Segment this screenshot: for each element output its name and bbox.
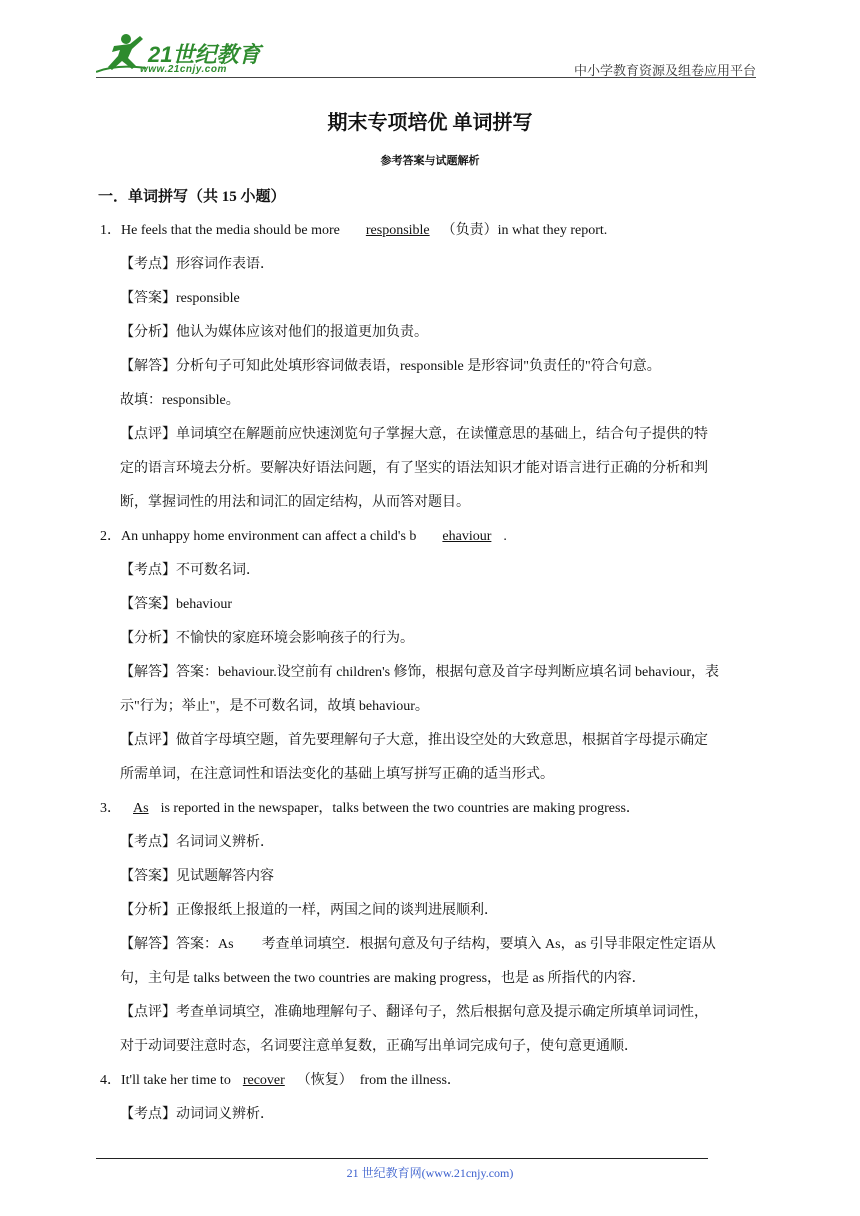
footer-divider bbox=[96, 1158, 708, 1159]
question-3 bbox=[100, 792, 765, 826]
answer: 【答案】responsible bbox=[120, 291, 240, 306]
solution-line-1: 【解答】答案：behaviour.设空前有 children's 修饰，根据句意及首字母判断应填名词 behaviour，表 bbox=[120, 665, 720, 680]
section-heading: 一．单词拼写（共 15 小题） bbox=[98, 189, 286, 205]
comment-line-2: 对于动词要注意时态，名词要注意单复数，正确写出单词完成句子，使句意更通顺． bbox=[120, 1039, 638, 1054]
comment-line-1: 【点评】单词填空在解题前应快速浏览句子掌握大意，在读懂意思的基础上，结合句子提供的特 bbox=[120, 427, 708, 442]
site-logo bbox=[96, 32, 266, 76]
question-2 bbox=[100, 520, 765, 554]
question-text-post: is reported in the newspaper，talks between the two countries are making progress． bbox=[160, 801, 640, 816]
question-text-post: （负责）in what they report. bbox=[441, 223, 608, 238]
answer: 【答案】见试题解答内容 bbox=[120, 869, 274, 884]
page-title: 期末专项培优 单词拼写 bbox=[327, 112, 533, 134]
question-text-pre: An unhappy home environment can affect a child's b bbox=[121, 529, 417, 544]
analysis: 【分析】正像报纸上报道的一样，两国之间的谈判进展顺利． bbox=[120, 903, 498, 918]
analysis: 【分析】他认为媒体应该对他们的报道更加负责。 bbox=[120, 325, 428, 340]
logo-url: www.21cnjy.com bbox=[140, 64, 227, 75]
question-4 bbox=[100, 1064, 765, 1098]
page-header bbox=[96, 32, 756, 78]
answer: 【答案】behaviour bbox=[120, 597, 232, 612]
answer-blank: As bbox=[133, 801, 149, 816]
comment-line-2: 所需单词，在注意词性和语法变化的基础上填写拼写正确的适当形式。 bbox=[120, 767, 554, 782]
comment-line-3: 断，掌握词性的用法和词汇的固定结构，从而答对题目。 bbox=[120, 495, 470, 510]
question-text-post: . bbox=[503, 529, 507, 544]
logo-text: 21世纪教育 bbox=[148, 42, 261, 67]
question-text-pre: It'll take her time to bbox=[121, 1073, 231, 1088]
kaodian: 【考点】名词词义辨析． bbox=[120, 835, 274, 850]
header-platform-text: 中小学教育资源及组卷应用平台 bbox=[573, 63, 756, 78]
answer-blank: recover bbox=[242, 1073, 285, 1088]
question-number: 1． bbox=[100, 223, 121, 238]
comment-line-1: 【点评】做首字母填空题，首先要理解句子大意，推出设空处的大致意思，根据首字母提示确定 bbox=[120, 733, 708, 748]
solution-line-1: 【解答】答案：As 考查单词填空．根据句意及句子结构，要填入 As，as 引导非限定性定语从 bbox=[120, 937, 716, 952]
kaodian: 【考点】动词词义辨析． bbox=[120, 1107, 274, 1122]
question-1 bbox=[100, 214, 765, 248]
kaodian: 【考点】形容词作表语． bbox=[120, 257, 274, 272]
answer-blank: ehaviour bbox=[442, 529, 492, 544]
footer-text: 21 世纪教育网(www.21cnjy.com) bbox=[346, 1166, 514, 1180]
analysis: 【分析】不愉快的家庭环境会影响孩子的行为。 bbox=[120, 631, 414, 646]
comment-line-1: 【点评】考查单词填空，准确地理解句子、翻译句子，然后根据句意及提示确定所填单词词性， bbox=[120, 1005, 708, 1020]
question-number: 3． bbox=[100, 801, 121, 816]
question-number: 2． bbox=[100, 529, 121, 544]
solution: 【解答】分析句子可知此处填形容词做表语，responsible 是形容词"负责任的"符合句意。 bbox=[120, 359, 661, 374]
solution-line-2: 句，主句是 talks between the two countries are making progress，也是 as 所指代的内容． bbox=[120, 971, 646, 986]
comment-line-2: 定的语言环境去分析。要解决好语法问题，有了坚实的语法知识才能对语言进行正确的分析和判 bbox=[120, 461, 708, 476]
header-divider bbox=[96, 77, 756, 78]
answer-blank: responsible bbox=[365, 223, 430, 238]
fill-note: 故填：responsible。 bbox=[120, 393, 240, 408]
solution-line-2: 示"行为；举止"，是不可数名词，故填 behaviour。 bbox=[120, 699, 429, 714]
kaodian: 【考点】不可数名词． bbox=[120, 563, 260, 578]
page-subtitle: 参考答案与试题解析 bbox=[380, 155, 480, 167]
question-text-post: （恢复） from the illness． bbox=[296, 1073, 461, 1088]
question-text-pre: He feels that the media should be more bbox=[121, 223, 340, 238]
question-number: 4． bbox=[100, 1073, 121, 1088]
document-body bbox=[100, 180, 765, 1132]
